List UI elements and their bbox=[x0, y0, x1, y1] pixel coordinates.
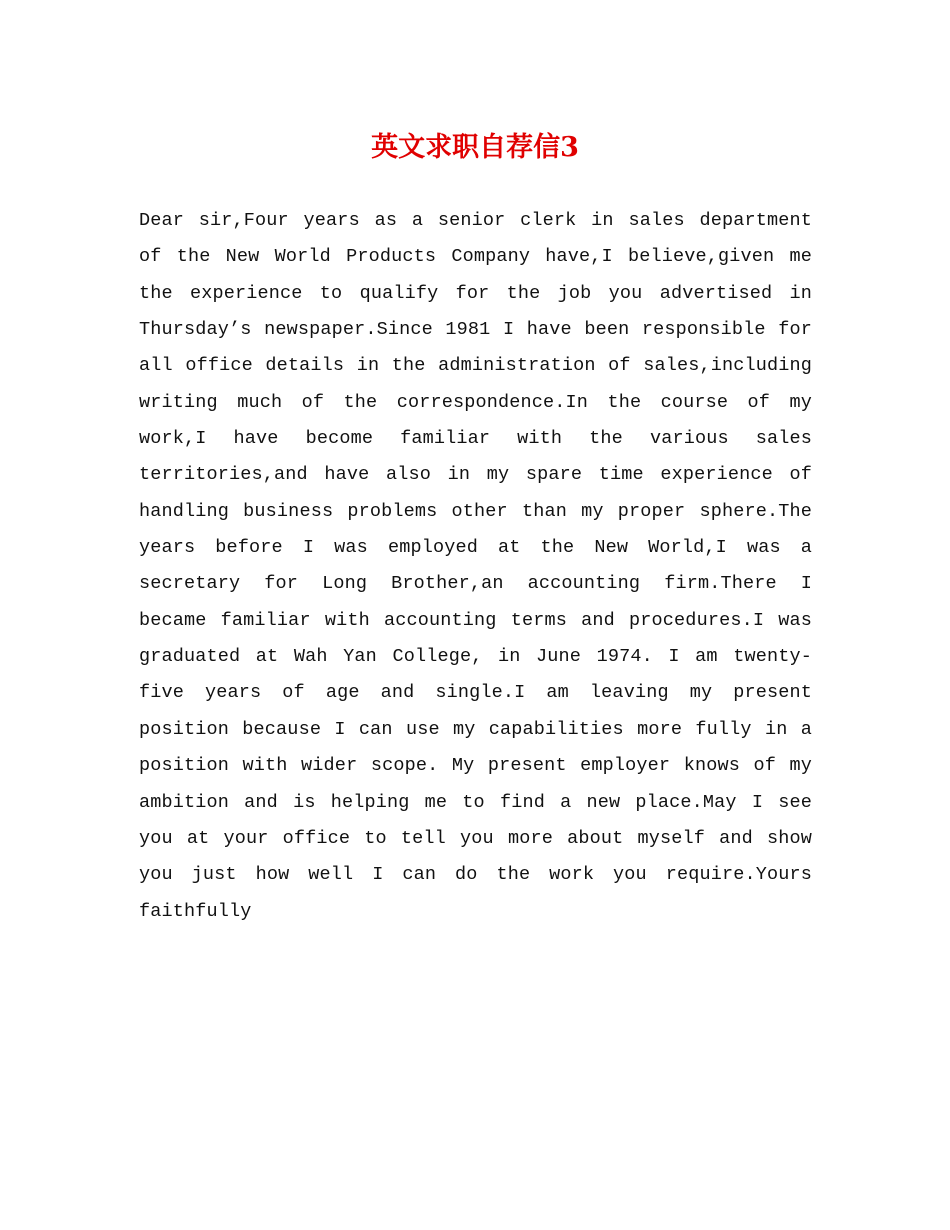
document-title: 英文求职自荐信3 bbox=[371, 132, 579, 163]
letter-body: Dear sir,Four years as a senior clerk in sales department of the New World Products Company have,I believe,given me the experience to qualify for the job you advertised in Thursday’s newspaper.Since 1981 I have been responsible for all office details in the administration of sales,including writing much of the correspondence.In the course of my work,I have become familiar with the various sales territories,and have also in my spare time experience of handling business problems other than my proper sphere.The years before I was employed at the New World,I was a secretary for Long Brother,an accounting firm.There I became familiar with accounting terms and procedures.I was graduated at Wah Yan College, in June 1974. I am twenty-five years of age and single.I am leaving my present position because I can use my capabilities more fully in a position with wider scope. My present employer knows of my ambition and is helping me to find a new place.May I see you at your office to tell you more about myself and show you just how well I can do the work you require.Yours faithfully bbox=[139, 210, 812, 922]
